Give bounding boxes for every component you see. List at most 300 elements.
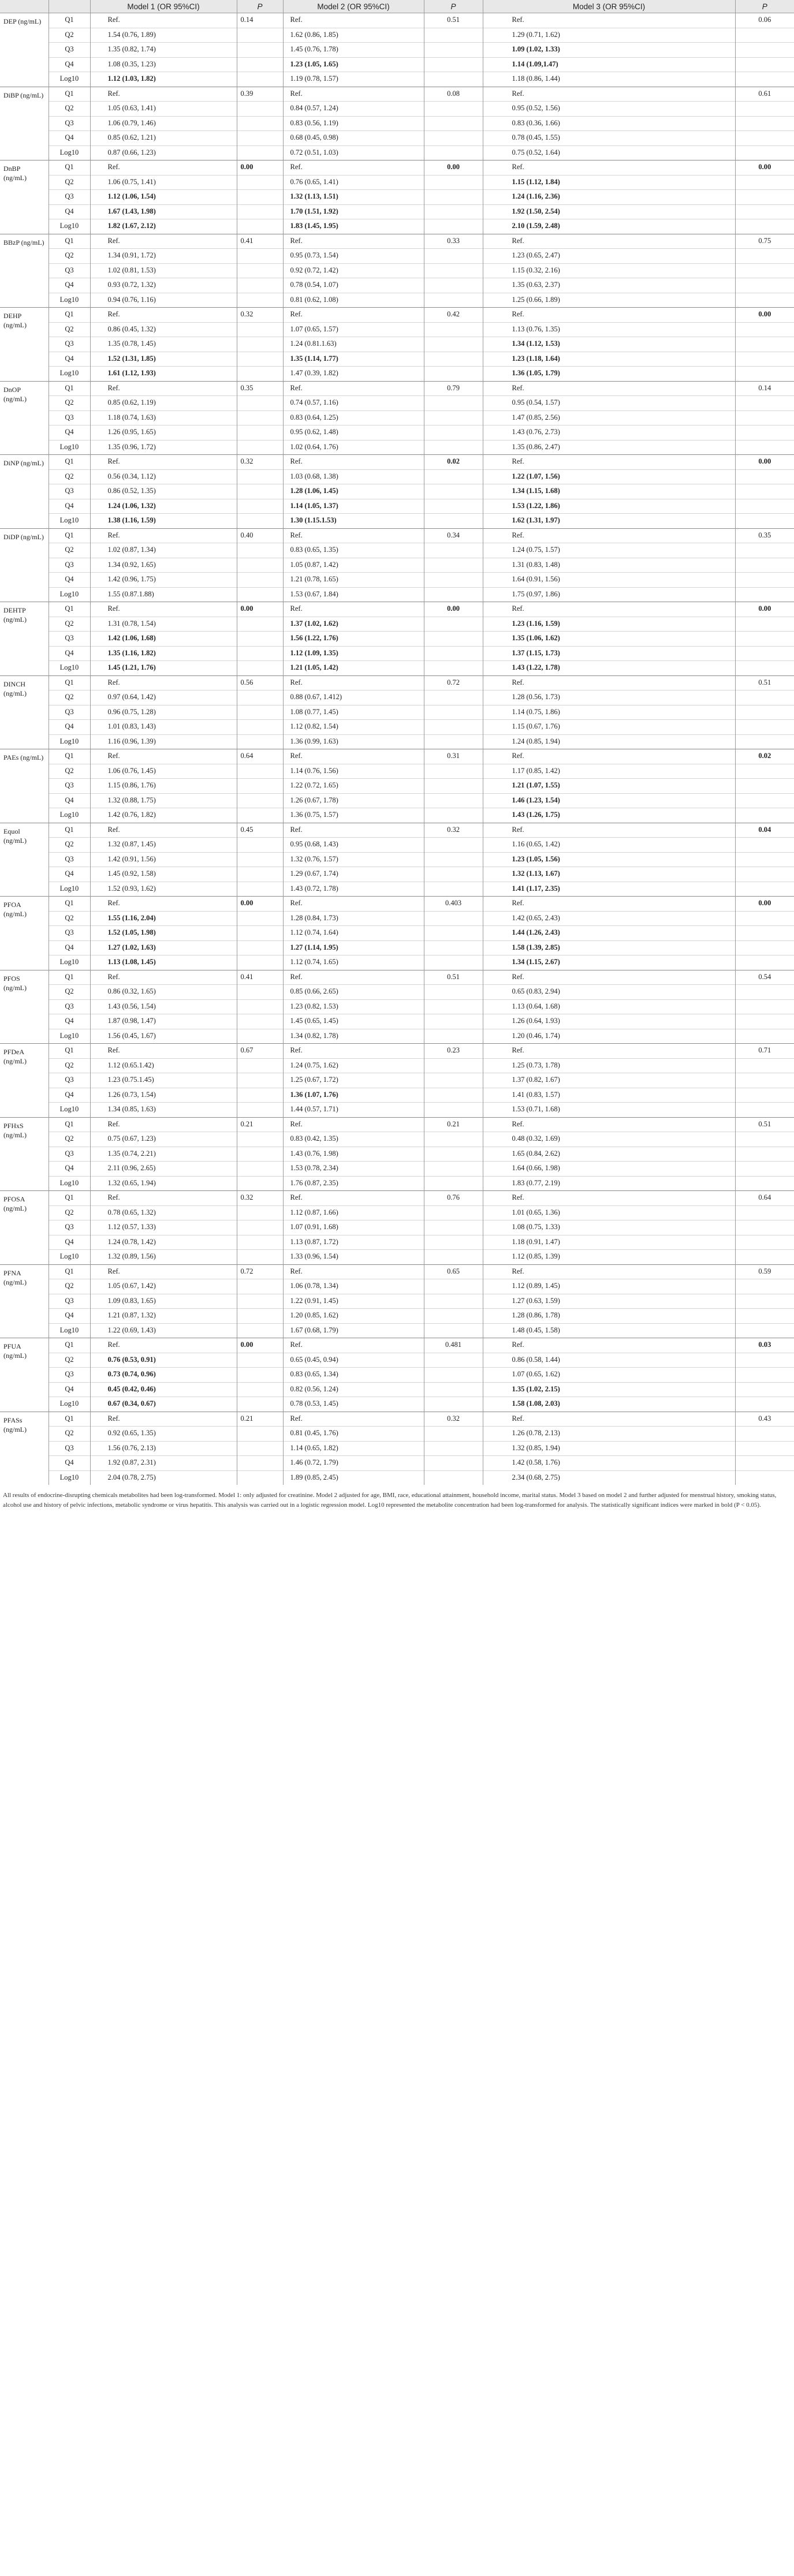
quartile-label: Q3: [49, 926, 90, 941]
model-1-or: 0.86 (0.52, 1.35): [90, 484, 237, 499]
model-2-or: Ref.: [283, 1412, 424, 1427]
quartile-label: Q4: [49, 867, 90, 882]
quartile-label: Log10: [49, 514, 90, 529]
model-2-p-value: 0.79: [424, 381, 483, 396]
model-1-or: 1.82 (1.67, 2.12): [90, 219, 237, 234]
empty-cell: [237, 57, 283, 72]
quartile-label: Q3: [49, 1147, 90, 1162]
model-1-or: Ref.: [90, 1338, 237, 1353]
empty-cell: [237, 646, 283, 661]
empty-cell: [735, 1088, 794, 1103]
model-2-or: 0.83 (0.65, 1.35): [283, 543, 424, 558]
empty-cell: [237, 1103, 283, 1118]
variable-name: PFDeA (ng/mL): [0, 1044, 49, 1118]
model-1-or: Ref.: [90, 1117, 237, 1132]
table-row: [0, 1397, 794, 1412]
quartile-label: Q3: [49, 558, 90, 573]
model-2-or: 0.83 (0.56, 1.19): [283, 116, 424, 131]
table-row: [0, 57, 794, 72]
empty-cell: [237, 926, 283, 941]
table-row: [0, 425, 794, 440]
empty-cell: [735, 293, 794, 308]
empty-cell: [424, 926, 483, 941]
empty-cell: [735, 573, 794, 588]
model-3-p-value: 0.64: [735, 1191, 794, 1206]
model-3-or: 0.75 (0.52, 1.64): [483, 145, 735, 160]
model-2-p-value: 0.76: [424, 1191, 483, 1206]
model-1-or: 1.24 (1.06, 1.32): [90, 499, 237, 514]
model-1-or: 1.45 (0.92, 1.58): [90, 867, 237, 882]
model-2-or: 0.85 (0.66, 2.65): [283, 985, 424, 1000]
model-2-or: Ref.: [283, 1117, 424, 1132]
model-2-or: 0.76 (0.65, 1.41): [283, 175, 424, 190]
quartile-label: Q2: [49, 322, 90, 337]
model-1-p-value: 0.14: [237, 13, 283, 28]
empty-cell: [237, 367, 283, 382]
model-2-or: 1.28 (0.84, 1.73): [283, 911, 424, 926]
quartile-label: Q1: [49, 1412, 90, 1427]
model-2-or: 1.07 (0.91, 1.68): [283, 1220, 424, 1235]
model-3-or: 2.34 (0.68, 2.75): [483, 1470, 735, 1485]
empty-cell: [735, 1427, 794, 1442]
model-1-or: Ref.: [90, 455, 237, 470]
model-1-or: 1.35 (0.96, 1.72): [90, 440, 237, 455]
model-1-or: Ref.: [90, 970, 237, 985]
quartile-label: Q4: [49, 1235, 90, 1250]
table-row: [0, 1338, 794, 1353]
model-1-or: 1.12 (1.03, 1.82): [90, 72, 237, 87]
model-1-or: 1.02 (0.87, 1.34): [90, 543, 237, 558]
table-row: [0, 145, 794, 160]
quartile-label: Q3: [49, 484, 90, 499]
model-3-or: 1.53 (1.22, 1.86): [483, 499, 735, 514]
table-row: [0, 852, 794, 867]
empty-cell: [237, 425, 283, 440]
empty-cell: [424, 955, 483, 970]
model-2-or: Ref.: [283, 749, 424, 764]
model-1-or: 1.08 (0.35, 1.23): [90, 57, 237, 72]
model-1-or: Ref.: [90, 528, 237, 543]
model-3-p-value: 0.00: [735, 308, 794, 323]
table-row: [0, 484, 794, 499]
model-1-or: 0.45 (0.42, 0.46): [90, 1382, 237, 1397]
model-2-or: 1.19 (0.78, 1.57): [283, 72, 424, 87]
quartile-label: Q1: [49, 160, 90, 176]
quartile-label: Q1: [49, 13, 90, 28]
model-2-p-value: 0.02: [424, 455, 483, 470]
model-2-or: 1.67 (0.68, 1.79): [283, 1323, 424, 1338]
model-1-or: 0.93 (0.72, 1.32): [90, 278, 237, 293]
model-3-or: 1.42 (0.65, 2.43): [483, 911, 735, 926]
quartile-label: Q1: [49, 1338, 90, 1353]
model-3-or: 1.23 (0.65, 2.47): [483, 249, 735, 264]
model-1-or: 1.09 (0.83, 1.65): [90, 1294, 237, 1309]
model-2-or: Ref.: [283, 87, 424, 102]
empty-cell: [735, 1235, 794, 1250]
empty-cell: [237, 396, 283, 411]
model-3-or: 1.26 (0.64, 1.93): [483, 1014, 735, 1029]
model-3-or: 1.42 (0.58, 1.76): [483, 1456, 735, 1471]
model-2-or: 0.95 (0.62, 1.48): [283, 425, 424, 440]
table-row: [0, 499, 794, 514]
quartile-label: Q3: [49, 1220, 90, 1235]
empty-cell: [424, 352, 483, 367]
model-1-or: 1.05 (0.63, 1.41): [90, 102, 237, 117]
model-1-or: 2.04 (0.78, 2.75): [90, 1470, 237, 1485]
model-1-p-value: 0.41: [237, 970, 283, 985]
empty-cell: [424, 175, 483, 190]
table-row: [0, 587, 794, 602]
empty-cell: [735, 661, 794, 676]
empty-cell: [424, 558, 483, 573]
empty-cell: [237, 175, 283, 190]
model-1-or: 1.42 (0.91, 1.56): [90, 852, 237, 867]
empty-cell: [424, 263, 483, 278]
empty-cell: [237, 543, 283, 558]
empty-cell: [735, 926, 794, 941]
table-row: [0, 1058, 794, 1073]
empty-cell: [735, 367, 794, 382]
empty-cell: [424, 28, 483, 43]
model-2-or: 1.36 (0.75, 1.57): [283, 808, 424, 823]
empty-cell: [237, 484, 283, 499]
quartile-label: Log10: [49, 1323, 90, 1338]
model-2-p-value: 0.51: [424, 970, 483, 985]
model-1-or: 1.42 (0.76, 1.82): [90, 808, 237, 823]
table-row: [0, 455, 794, 470]
model-1-or: Ref.: [90, 749, 237, 764]
model-2-or: 1.13 (0.87, 1.72): [283, 1235, 424, 1250]
model-1-or: 1.12 (0.57, 1.33): [90, 1220, 237, 1235]
model-3-p-value: 0.06: [735, 13, 794, 28]
model-2-or: 1.27 (1.14, 1.95): [283, 940, 424, 955]
quartile-label: Q4: [49, 204, 90, 219]
empty-cell: [735, 352, 794, 367]
empty-cell: [424, 396, 483, 411]
model-3-p-value: 0.00: [735, 455, 794, 470]
table-row: [0, 337, 794, 352]
model-3-p-value: 0.54: [735, 970, 794, 985]
model-2-or: Ref.: [283, 234, 424, 249]
empty-cell: [735, 1132, 794, 1147]
model-3-or: 1.07 (0.65, 1.62): [483, 1368, 735, 1383]
table-row: [0, 160, 794, 176]
empty-cell: [424, 410, 483, 425]
model-1-or: Ref.: [90, 381, 237, 396]
variable-name: DEHTP (ng/mL): [0, 602, 49, 676]
empty-cell: [237, 661, 283, 676]
variable-name: PFASs (ng/mL): [0, 1412, 49, 1485]
empty-cell: [735, 43, 794, 58]
table-row: [0, 764, 794, 779]
table-row: [0, 234, 794, 249]
quartile-label: Q2: [49, 911, 90, 926]
empty-cell: [424, 632, 483, 647]
model-2-or: 1.83 (1.45, 1.95): [283, 219, 424, 234]
model-3-or: 1.83 (0.77, 2.19): [483, 1176, 735, 1191]
model-3-or: 1.41 (1.17, 2.35): [483, 882, 735, 897]
empty-cell: [735, 940, 794, 955]
model-2-or: 1.12 (0.82, 1.54): [283, 720, 424, 735]
model-2-p-value: 0.32: [424, 1412, 483, 1427]
table-row: [0, 1323, 794, 1338]
model-3-or: Ref.: [483, 897, 735, 912]
model-3-or: Ref.: [483, 823, 735, 838]
empty-cell: [237, 1014, 283, 1029]
table-row: [0, 43, 794, 58]
empty-cell: [237, 102, 283, 117]
model-3-or: 1.37 (1.15, 1.73): [483, 646, 735, 661]
model-1-or: 1.06 (0.76, 1.45): [90, 764, 237, 779]
quartile-label: Q1: [49, 749, 90, 764]
model-3-or: Ref.: [483, 1264, 735, 1279]
model-2-or: 1.12 (0.87, 1.66): [283, 1205, 424, 1220]
model-3-or: 1.46 (1.23, 1.54): [483, 793, 735, 808]
empty-cell: [424, 838, 483, 853]
quartile-label: Log10: [49, 587, 90, 602]
model-2-or: 1.21 (1.05, 1.42): [283, 661, 424, 676]
model-3-or: 1.15 (1.12, 1.84): [483, 175, 735, 190]
table-row: [0, 734, 794, 749]
quartile-label: Q1: [49, 234, 90, 249]
empty-cell: [735, 632, 794, 647]
empty-cell: [735, 190, 794, 205]
model-3-or: Ref.: [483, 602, 735, 617]
model-3-p-value: 0.75: [735, 234, 794, 249]
empty-cell: [735, 484, 794, 499]
quartile-label: Q2: [49, 690, 90, 705]
empty-cell: [735, 1456, 794, 1471]
model-3-or: 1.41 (0.83, 1.57): [483, 1088, 735, 1103]
model-3-or: 1.20 (0.46, 1.74): [483, 1029, 735, 1044]
empty-cell: [237, 278, 283, 293]
model-3-or: 1.15 (0.67, 1.76): [483, 720, 735, 735]
empty-cell: [237, 43, 283, 58]
empty-cell: [237, 352, 283, 367]
header-quartile: [49, 0, 90, 13]
empty-cell: [735, 793, 794, 808]
empty-cell: [735, 690, 794, 705]
quartile-label: Log10: [49, 955, 90, 970]
model-2-or: 0.83 (0.42, 1.35): [283, 1132, 424, 1147]
table-row: [0, 528, 794, 543]
model-1-or: 0.78 (0.65, 1.32): [90, 1205, 237, 1220]
table-row: [0, 28, 794, 43]
model-1-or: 1.55 (1.16, 2.04): [90, 911, 237, 926]
model-2-p-value: 0.65: [424, 1264, 483, 1279]
empty-cell: [424, 469, 483, 484]
empty-cell: [237, 1235, 283, 1250]
model-1-or: 1.12 (0.65.1.42): [90, 1058, 237, 1073]
table-row: [0, 543, 794, 558]
model-1-or: Ref.: [90, 1044, 237, 1059]
model-2-or: 1.37 (1.02, 1.62): [283, 617, 424, 632]
quartile-label: Q4: [49, 720, 90, 735]
empty-cell: [424, 1029, 483, 1044]
quartile-label: Q4: [49, 940, 90, 955]
empty-cell: [237, 1176, 283, 1191]
model-1-or: Ref.: [90, 897, 237, 912]
empty-cell: [237, 293, 283, 308]
quartile-label: Q4: [49, 1309, 90, 1324]
empty-cell: [237, 116, 283, 131]
model-1-p-value: 0.00: [237, 897, 283, 912]
quartile-label: Q2: [49, 1279, 90, 1294]
model-1-or: 1.32 (0.65, 1.94): [90, 1176, 237, 1191]
model-3-or: 1.16 (0.65, 1.42): [483, 838, 735, 853]
model-3-or: 0.86 (0.58, 1.44): [483, 1353, 735, 1368]
model-1-or: 0.97 (0.64, 1.42): [90, 690, 237, 705]
quartile-label: Q1: [49, 381, 90, 396]
quartile-label: Q2: [49, 1353, 90, 1368]
table-row: [0, 175, 794, 190]
model-2-or: Ref.: [283, 13, 424, 28]
model-1-p-value: 0.39: [237, 87, 283, 102]
model-2-or: 0.78 (0.53, 1.45): [283, 1397, 424, 1412]
model-1-or: 0.75 (0.67, 1.23): [90, 1132, 237, 1147]
variable-name: Equol (ng/mL): [0, 823, 49, 897]
table-row: [0, 1162, 794, 1177]
quartile-label: Q1: [49, 308, 90, 323]
model-3-or: 0.95 (0.52, 1.56): [483, 102, 735, 117]
table-row: [0, 13, 794, 28]
empty-cell: [735, 1147, 794, 1162]
empty-cell: [237, 28, 283, 43]
model-2-p-value: 0.00: [424, 160, 483, 176]
model-2-or: Ref.: [283, 528, 424, 543]
table-row: [0, 1294, 794, 1309]
empty-cell: [237, 1382, 283, 1397]
empty-cell: [735, 1279, 794, 1294]
model-2-or: 1.34 (0.82, 1.78): [283, 1029, 424, 1044]
empty-cell: [424, 1176, 483, 1191]
empty-cell: [424, 1368, 483, 1383]
table-row: [0, 1088, 794, 1103]
table-row: [0, 72, 794, 87]
table-row: [0, 381, 794, 396]
quartile-label: Q2: [49, 175, 90, 190]
empty-cell: [237, 1220, 283, 1235]
empty-cell: [237, 219, 283, 234]
model-3-or: 1.34 (1.15, 2.67): [483, 955, 735, 970]
model-3-or: Ref.: [483, 1191, 735, 1206]
quartile-label: Q3: [49, 337, 90, 352]
model-1-or: Ref.: [90, 823, 237, 838]
model-1-or: 1.38 (1.16, 1.59): [90, 514, 237, 529]
empty-cell: [237, 779, 283, 794]
model-3-or: Ref.: [483, 308, 735, 323]
empty-cell: [735, 1250, 794, 1265]
empty-cell: [735, 558, 794, 573]
model-3-or: 1.23 (1.18, 1.64): [483, 352, 735, 367]
empty-cell: [424, 102, 483, 117]
quartile-label: Q1: [49, 87, 90, 102]
model-3-or: 0.78 (0.45, 1.55): [483, 131, 735, 146]
model-2-p-value: 0.481: [424, 1338, 483, 1353]
table-row: [0, 1279, 794, 1294]
table-row: [0, 573, 794, 588]
empty-cell: [424, 440, 483, 455]
model-2-or: 1.12 (0.74, 1.64): [283, 926, 424, 941]
table-row: [0, 646, 794, 661]
header-model-3: Model 3 (OR 95%CI): [483, 0, 735, 13]
empty-cell: [735, 219, 794, 234]
model-3-or: 1.36 (1.05, 1.79): [483, 367, 735, 382]
model-2-or: 1.26 (0.67, 1.78): [283, 793, 424, 808]
empty-cell: [735, 1353, 794, 1368]
table-row: [0, 602, 794, 617]
table-row: [0, 204, 794, 219]
model-1-or: 0.94 (0.76, 1.16): [90, 293, 237, 308]
model-1-or: 1.56 (0.76, 2.13): [90, 1441, 237, 1456]
model-1-or: 0.92 (0.65, 1.35): [90, 1427, 237, 1442]
model-1-or: Ref.: [90, 160, 237, 176]
model-2-or: 0.81 (0.62, 1.08): [283, 293, 424, 308]
model-3-or: Ref.: [483, 13, 735, 28]
empty-cell: [735, 1014, 794, 1029]
model-3-or: 1.43 (0.76, 2.73): [483, 425, 735, 440]
model-2-or: 0.65 (0.45, 0.94): [283, 1353, 424, 1368]
quartile-label: Q3: [49, 1294, 90, 1309]
empty-cell: [237, 1132, 283, 1147]
model-2-or: 1.43 (0.76, 1.98): [283, 1147, 424, 1162]
table-row: [0, 440, 794, 455]
table-row: [0, 1044, 794, 1059]
model-2-or: 1.21 (0.78, 1.65): [283, 573, 424, 588]
empty-cell: [424, 1441, 483, 1456]
empty-cell: [237, 1058, 283, 1073]
empty-cell: [237, 573, 283, 588]
empty-cell: [237, 322, 283, 337]
empty-cell: [735, 145, 794, 160]
empty-cell: [424, 646, 483, 661]
table-row: [0, 1470, 794, 1485]
empty-cell: [424, 705, 483, 720]
model-2-or: 0.78 (0.54, 1.07): [283, 278, 424, 293]
model-1-or: 1.23 (0.75.1.45): [90, 1073, 237, 1088]
header-p-model-1: P: [237, 0, 283, 13]
variable-name: DiNP (ng/mL): [0, 455, 49, 529]
model-1-or: Ref.: [90, 308, 237, 323]
empty-cell: [735, 410, 794, 425]
model-2-or: 1.14 (0.65, 1.82): [283, 1441, 424, 1456]
table-row: [0, 1309, 794, 1324]
empty-cell: [424, 1132, 483, 1147]
model-3-or: 1.29 (0.71, 1.62): [483, 28, 735, 43]
model-1-or: 1.05 (0.67, 1.42): [90, 1279, 237, 1294]
model-1-or: 1.42 (1.06, 1.68): [90, 632, 237, 647]
empty-cell: [237, 1294, 283, 1309]
model-3-or: Ref.: [483, 234, 735, 249]
model-1-or: 1.34 (0.91, 1.72): [90, 249, 237, 264]
empty-cell: [735, 646, 794, 661]
model-1-or: 0.56 (0.34, 1.12): [90, 469, 237, 484]
table-row: [0, 999, 794, 1014]
model-3-or: 1.27 (0.63, 1.59): [483, 1294, 735, 1309]
empty-cell: [735, 28, 794, 43]
model-3-or: 1.92 (1.50, 2.54): [483, 204, 735, 219]
model-3-or: 1.28 (0.56, 1.73): [483, 690, 735, 705]
model-1-or: Ref.: [90, 1191, 237, 1206]
model-2-or: 0.83 (0.64, 1.25): [283, 410, 424, 425]
table-row: [0, 897, 794, 912]
model-3-p-value: 0.14: [735, 381, 794, 396]
model-1-p-value: 0.00: [237, 602, 283, 617]
model-2-or: Ref.: [283, 1338, 424, 1353]
model-2-p-value: 0.21: [424, 1117, 483, 1132]
empty-cell: [735, 808, 794, 823]
table-row: [0, 911, 794, 926]
